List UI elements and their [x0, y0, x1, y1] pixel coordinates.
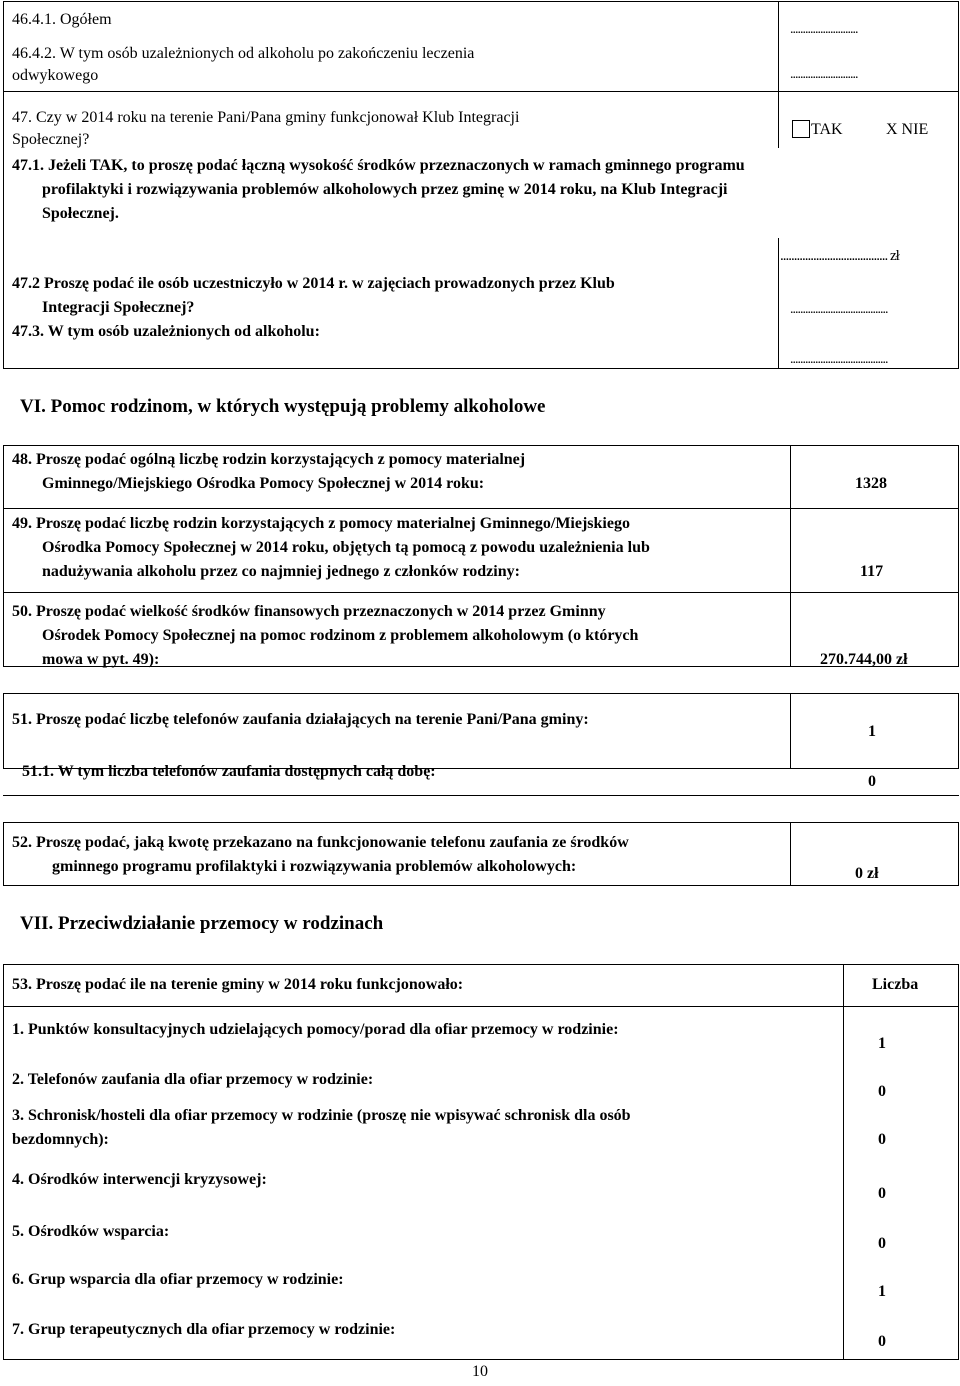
row-3-label-line2: bezdomnych):: [12, 1131, 109, 1148]
row-2-label: 2. Telefonów zaufania dla ofiar przemocy w rodzinie:: [12, 1071, 374, 1088]
question-51-box: [3, 693, 959, 769]
row-1-label: 1. Punktów konsultacyjnych udzielających pomocy/porad dla ofiar przemocy w rodzinie:: [12, 1021, 619, 1038]
question-49-line3: nadużywania alkoholu przez co najmniej jednego z członków rodziny:: [42, 563, 520, 580]
answer-51-1[interactable]: 0: [868, 773, 876, 790]
row-7-label: 7. Grup terapeutycznych dla ofiar przemocy w rodzinie:: [12, 1321, 396, 1338]
row-5-value[interactable]: 0: [878, 1235, 886, 1252]
question-51-divider: [790, 693, 791, 769]
nie-label: X NIE: [886, 121, 929, 138]
question-53-column-divider: [843, 964, 844, 1360]
question-47-line1: 47. Czy w 2014 roku na terenie Pani/Pana gminy funkcjonował Klub Integracji: [12, 109, 520, 126]
answer-47-3[interactable]: .......................................: [790, 352, 888, 367]
question-50-line1: 50. Proszę podać wielkość środków finansowych przeznaczonych w 2014 przez Gminny: [12, 603, 606, 620]
section-vii-title: VII. Przeciwdziałanie przemocy w rodzinach: [20, 913, 384, 934]
row-1-value[interactable]: 1: [878, 1035, 886, 1052]
section-vi-title: VI. Pomoc rodzinom, w których występują problemy alkoholowe: [20, 396, 546, 417]
row-3-value[interactable]: 0: [878, 1131, 886, 1148]
page-number: 10: [472, 1363, 488, 1380]
question-47-2-line1: 47.2 Proszę podać ile osób uczestniczyło w 2014 r. w zajęciach prowadzonych przez Klub: [12, 275, 615, 292]
column-header-liczba: Liczba: [872, 976, 919, 993]
question-47-3: 47.3. W tym osób uzależnionych od alkoholu:: [12, 323, 320, 340]
question-48-divider: [790, 445, 791, 667]
row-4-value[interactable]: 0: [878, 1185, 886, 1202]
question-51: 51. Proszę podać liczbę telefonów zaufania działających na terenie Pani/Pana gminy:: [12, 711, 589, 728]
answer-46-4-1[interactable]: ...........................: [790, 22, 858, 37]
question-51-bottom: [3, 795, 959, 796]
row-5-label: 5. Ośrodków wsparcia:: [12, 1223, 170, 1240]
question-49-line2: Ośrodka Pomocy Społecznej w 2014 roku, objętych tą pomocą z powodu uzależnienia lub: [42, 539, 650, 556]
question-47-2-line2: Integracji Społecznej?: [42, 299, 195, 316]
question-52-line1: 52. Proszę podać, jaką kwotę przekazano na funkcjonowanie telefonu zaufania ze środków: [12, 834, 629, 851]
question-53: 53. Proszę podać ile na terenie gminy w 2014 roku funkcjonowało:: [12, 976, 464, 993]
row-divider-48: [3, 508, 959, 509]
answer-47-2[interactable]: .......................................: [790, 302, 888, 317]
question-49-line1: 49. Proszę podać liczbę rodzin korzystających z pomocy materialnej Gminnego/Miejskiego: [12, 515, 630, 532]
row-divider-46: [3, 91, 959, 92]
question-51-1: 51.1. W tym liczba telefonów zaufania dostępnych całą dobę:: [22, 763, 436, 780]
answer-46-4-2[interactable]: ...........................: [790, 67, 858, 82]
question-46-4-2-line1: 46.4.2. W tym osób uzależnionych od alkoholu po zakończeniu leczenia: [12, 45, 475, 62]
tak-label: TAK: [811, 121, 843, 138]
question-48-line1: 48. Proszę podać ogólną liczbę rodzin korzystających z pomocy materialnej: [12, 451, 526, 468]
question-47-1-line3: Społecznej.: [42, 205, 119, 222]
answer-49[interactable]: 117: [860, 563, 884, 580]
row-6-value[interactable]: 1: [878, 1283, 886, 1300]
question-53-header-divider: [3, 1006, 959, 1007]
row-3-label-line1: 3. Schronisk/hosteli dla ofiar przemocy w rodzinie (proszę nie wpisywać schronisk dla osób: [12, 1107, 631, 1124]
question-48-line2: Gminnego/Miejskiego Ośrodka Pomocy Społecznej w 2014 roku:: [42, 475, 485, 492]
answer-48[interactable]: 1328: [855, 475, 887, 492]
row-6-label: 6. Grup wsparcia dla ofiar przemocy w rodzinie:: [12, 1271, 344, 1288]
row-divider-49: [3, 592, 959, 593]
answer-column-divider: [778, 1, 779, 148]
question-50-line3: mowa w pyt. 49):: [42, 651, 160, 668]
tak-checkbox[interactable]: [792, 120, 810, 138]
answer-51[interactable]: 1: [868, 723, 876, 740]
answer-47-1[interactable]: ....................................... zł: [780, 248, 899, 264]
question-52-divider: [790, 822, 791, 886]
question-46-4-2-line2: odwykowego: [12, 67, 99, 84]
question-47-1-line1: 47.1. Jeżeli TAK, to proszę podać łączną wysokość środków przeznaczonych w ramach gminnego programu: [12, 157, 745, 174]
question-46-4-1: 46.4.1. Ogółem: [12, 11, 112, 28]
answer-52[interactable]: 0 zł: [855, 865, 879, 882]
row-7-value[interactable]: 0: [878, 1333, 886, 1350]
question-50-line2: Ośrodek Pomocy Społecznej na pomoc rodzinom z problemem alkoholowym (o których: [42, 627, 639, 644]
row-2-value[interactable]: 0: [878, 1083, 886, 1100]
question-47-1-line2: profilaktyki i rozwiązywania problemów alkoholowych przez gminę w 2014 roku, na Klub Integracji: [42, 181, 728, 198]
question-47-line2: Społecznej?: [12, 131, 90, 148]
answer-50[interactable]: 270.744,00 zł: [820, 651, 908, 668]
question-52-line2: gminnego programu profilaktyki i rozwiązywania problemów alkoholowych:: [52, 858, 577, 875]
answer-column-divider-lower: [778, 238, 779, 369]
row-4-label: 4. Ośrodków interwencji kryzysowej:: [12, 1171, 267, 1188]
